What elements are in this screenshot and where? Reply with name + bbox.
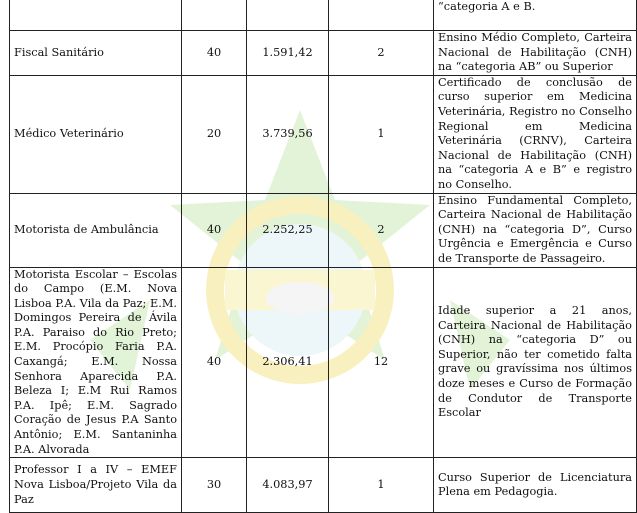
requisitos-cell: Certificado de conclusão de curso superior em Medicina Veterinária, Registro no Conselho Regional em Medicina Veterinária (CRNV), Carteira Nacional de Habilitação (CNH) na “categoria A e B” e registro no Conselho. bbox=[434, 75, 637, 193]
carga-cell: 2 bbox=[329, 193, 434, 267]
cargo-cell: Fiscal Sanitário bbox=[10, 31, 182, 76]
requisitos-cell: Idade superior a 21 anos, Carteira Nacional de Habilitação (CNH) na “categoria D” ou Superior, não ter cometido falta grave ou gravíssima nos últimos doze meses e Curso de Formação de Condutor de Transporte Escolar bbox=[434, 267, 637, 458]
vencimento-cell: 3.739,56 bbox=[247, 75, 329, 193]
table-row bbox=[10, 0, 637, 31]
table-row bbox=[10, 193, 637, 267]
carga-cell: 12 bbox=[329, 267, 434, 458]
carga-cell: 1 bbox=[329, 458, 434, 513]
vagas-cell: 40 bbox=[182, 267, 247, 458]
table-row bbox=[10, 31, 637, 76]
vencimento-cell: 2.252,25 bbox=[247, 193, 329, 267]
requisitos-cell: “categoria A e B. bbox=[434, 0, 637, 31]
vagas-cell: 40 bbox=[182, 31, 247, 76]
vagas-cell: 40 bbox=[182, 193, 247, 267]
table-row bbox=[10, 458, 637, 513]
vencimento-cell: 2.306,41 bbox=[247, 267, 329, 458]
table-row bbox=[10, 75, 637, 193]
cargo-cell: Médico Veterinário bbox=[10, 75, 182, 193]
cargo-cell bbox=[10, 0, 182, 31]
table-row bbox=[10, 267, 637, 458]
vencimento-cell: 1.591,42 bbox=[247, 31, 329, 76]
vagas-cell bbox=[182, 0, 247, 31]
requisitos-cell: Curso Superior de Licenciatura Plena em Pedagogia. bbox=[434, 458, 637, 513]
vagas-cell: 30 bbox=[182, 458, 247, 513]
carga-cell bbox=[329, 0, 434, 31]
vencimento-cell bbox=[247, 0, 329, 31]
carga-cell: 2 bbox=[329, 31, 434, 76]
cargo-cell: Motorista de Ambulância bbox=[10, 193, 182, 267]
requisitos-cell: Ensino Fundamental Completo, Carteira Nacional de Habilitação (CNH) na “categoria D”, Curso Urgência e Emergência e Curso de Transporte de Passageiro. bbox=[434, 193, 637, 267]
vencimento-cell: 4.083,97 bbox=[247, 458, 329, 513]
cargo-cell: Motorista Escolar – Escolas do Campo (E.M. Nova Lisboa P.A. Vila da Paz; E.M. Domingos Pereira de Ávila P.A. Paraiso do Rio Preto; E.M. Procópio Faria P.A. Caxangá; E.M. Nossa Senhora Aparecida P.A. Beleza I; E.M Rui Ramos P.A. Ipê; E.M. Sagrado Coração de Jesus P.A Santo Antônio; E.M. Santaninha P.A. Alvorada bbox=[10, 267, 182, 458]
positions-table bbox=[9, 0, 637, 513]
carga-cell: 1 bbox=[329, 75, 434, 193]
vagas-cell: 20 bbox=[182, 75, 247, 193]
cargo-cell: Professor I a IV – EMEF Nova Lisboa/Projeto Vila da Paz bbox=[10, 458, 182, 513]
requisitos-cell: Ensino Médio Completo, Carteira Nacional de Habilitação (CNH) na “categoria AB” ou Superior bbox=[434, 31, 637, 76]
